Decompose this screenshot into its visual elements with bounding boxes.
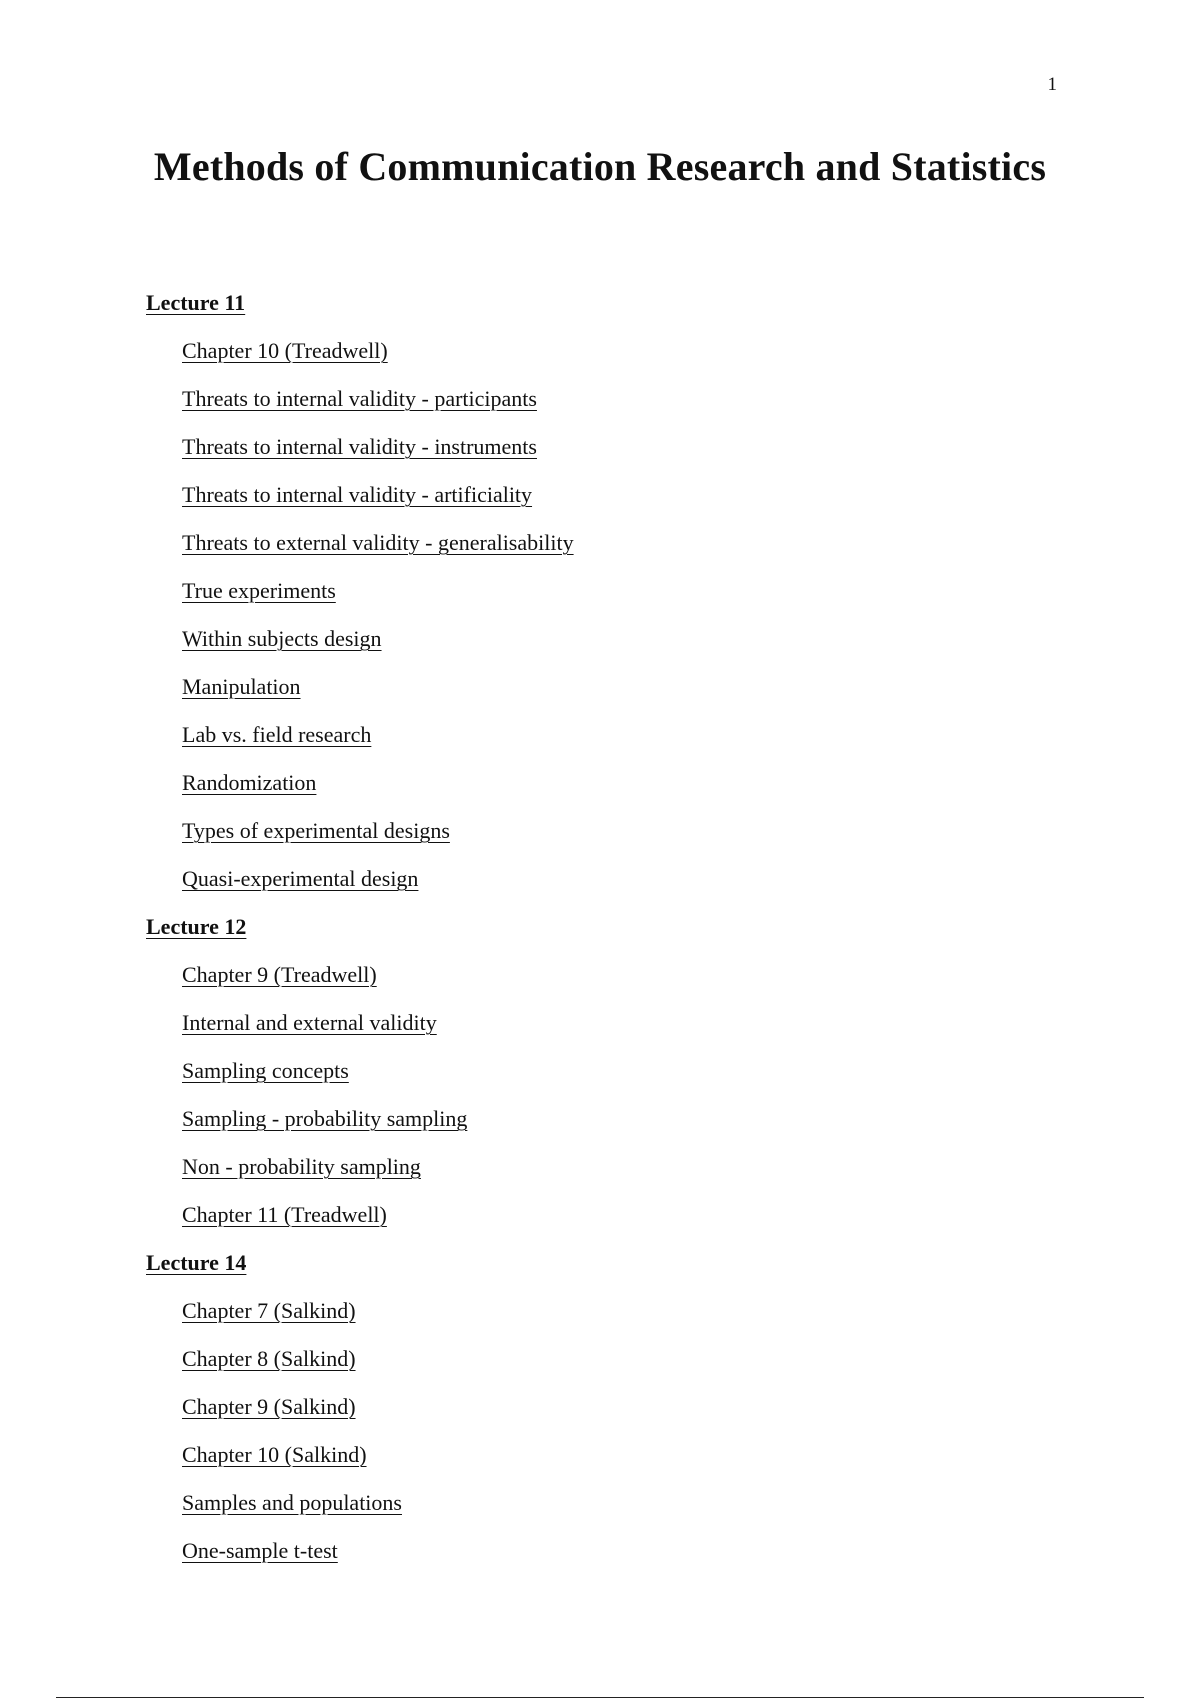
toc-link[interactable]: Sampling concepts — [182, 1058, 349, 1083]
page-number: 1 — [1047, 74, 1057, 95]
toc-link[interactable]: Samples and populations — [182, 1490, 402, 1515]
document-title: Methods of Communication Research and Statistics — [153, 144, 1047, 189]
toc-link[interactable]: Threats to internal validity - artificiality — [182, 482, 533, 507]
toc-link[interactable]: Non - probability sampling — [182, 1154, 421, 1179]
lecture-heading-12[interactable]: Lecture 12 — [146, 914, 247, 939]
toc-link[interactable]: Chapter 9 (Treadwell) — [182, 962, 377, 987]
toc-link[interactable]: True experiments — [182, 578, 336, 603]
toc-link[interactable]: Types of experimental designs — [182, 818, 450, 843]
toc-link[interactable]: Chapter 11 (Treadwell) — [182, 1202, 387, 1227]
table-of-contents — [146, 279, 1046, 1575]
toc-link[interactable]: Chapter 7 (Salkind) — [182, 1298, 356, 1323]
lecture-heading-14[interactable]: Lecture 14 — [146, 1250, 247, 1275]
toc-link[interactable]: Manipulation — [182, 674, 301, 699]
toc-link[interactable]: Chapter 9 (Salkind) — [182, 1394, 356, 1419]
toc-link[interactable]: Threats to internal validity - instruments — [182, 434, 537, 459]
footer-rule — [56, 1697, 1144, 1698]
toc-link[interactable]: Threats to internal validity - participants — [182, 386, 537, 411]
toc-link[interactable]: Chapter 10 (Salkind) — [182, 1442, 367, 1467]
toc-link[interactable]: Lab vs. field research — [182, 722, 372, 747]
toc-link[interactable]: Chapter 8 (Salkind) — [182, 1346, 356, 1371]
toc-link[interactable]: Within subjects design — [182, 626, 382, 651]
toc-link[interactable]: Threats to external validity - generalisability — [182, 530, 574, 555]
toc-link[interactable]: Chapter 10 (Treadwell) — [182, 338, 388, 363]
toc-link[interactable]: Randomization — [182, 770, 317, 795]
lecture-heading-11[interactable]: Lecture 11 — [146, 290, 246, 315]
toc-link[interactable]: Quasi-experimental design — [182, 866, 419, 891]
toc-link[interactable]: Internal and external validity — [182, 1010, 437, 1035]
toc-link[interactable]: One-sample t-test — [182, 1538, 338, 1563]
toc-link[interactable]: Sampling - probability sampling — [182, 1106, 468, 1131]
